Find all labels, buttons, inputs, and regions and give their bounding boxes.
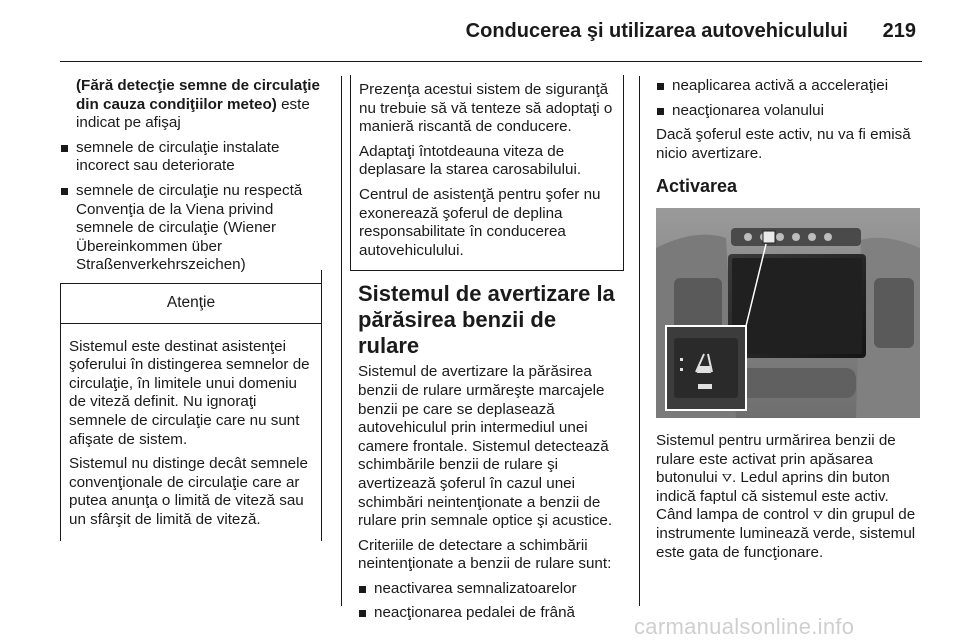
bullet-square-icon xyxy=(657,83,664,90)
activation-text: din grupul de instrumente luminează verde, sistemul este gata de funcţionare. xyxy=(656,506,916,561)
warning-heading: Atenţie xyxy=(61,284,321,324)
intro-text: este indicat pe afişaj xyxy=(76,95,310,132)
warning-box-right-border xyxy=(321,270,322,528)
column-divider-right xyxy=(639,76,640,606)
activation-paragraph xyxy=(656,432,924,562)
watermark: carmanualsonline.info xyxy=(634,614,855,639)
list-item xyxy=(656,102,924,121)
list-item xyxy=(60,139,322,176)
list-item xyxy=(60,182,322,275)
list-item-text: neacţionarea pedalei de frână xyxy=(374,604,575,622)
note-paragraph: Adaptaţi întotdeauna viteza de deplasare la starea carosabilului. xyxy=(359,142,582,179)
warning-paragraph: Sistemul este destinat asistenţei şoferului în distingerea semnelor de circulaţie, în limitele unui domeniu de viteză definit. Nu ignoraţi semnele de circulaţie care nu sunt afişate de sistem. xyxy=(69,337,310,448)
body-paragraph: Criteriile de detectare a schimbării neintenţionate a benzii de rulare sunt: xyxy=(358,536,612,573)
note-box xyxy=(350,75,624,271)
warning-box xyxy=(60,283,322,542)
header-rule xyxy=(60,61,922,62)
activation-text: Sistemul pentru urmărirea benzii de rulare este activat prin apăsarea butonului xyxy=(656,431,896,487)
note-paragraph: Prezenţa acestui sistem de siguranţă nu trebuie să vă tenteze să adoptaţi o manieră riscantă de conducere. xyxy=(359,81,613,136)
lane-assist-icon: ⛛ xyxy=(813,508,824,523)
list-item-text: semnele de circulaţie instalate incorect sau deteriorate xyxy=(76,138,280,175)
section-title: Sistemul de avertizare la părăsirea benzii de rulare xyxy=(358,281,615,359)
page-number: 219 xyxy=(882,20,916,42)
list-item-text: neactivarea semnalizatoarelor xyxy=(374,579,577,597)
list-item xyxy=(358,580,622,599)
column-1 xyxy=(60,77,322,541)
list-item-text: neaplicarea activă a acceleraţiei xyxy=(672,77,889,94)
intro-bold-text: (Fără detecţie semne de circulaţie din cauza condiţiilor meteo) xyxy=(76,77,320,113)
column-3 xyxy=(656,77,924,568)
list-item xyxy=(656,77,924,96)
list-item-text: semnele de circulaţie nu respectă Convenţia de la Viena privind semnele de circulaţie (Wiener Übereinkommen über Straßenverkehrszeichen) xyxy=(76,181,303,274)
chapter-title: Conducerea şi utilizarea autovehiculului xyxy=(465,20,848,42)
list-item-text: neacţionarea volanului xyxy=(672,101,824,119)
bullet-square-icon xyxy=(61,188,68,195)
activation-text: . Ledul aprins din buton indică faptul că sistemul este activ. Când lampa de control xyxy=(656,469,890,524)
list-item xyxy=(358,604,622,623)
note-paragraph: Centrul de asistenţă pentru şofer nu exonerează şoferul de deplina responsabilitate în conducerea autovehiculului. xyxy=(359,185,601,259)
bullet-square-icon xyxy=(61,145,68,152)
page-header xyxy=(0,0,960,62)
warning-body xyxy=(61,324,321,542)
body-paragraph: Sistemul de avertizare la părăsirea benzii de rulare urmăreşte marcajele benzii pe care se deplasează autovehiculul prin intermediul unei camere frontale. Sistemul detectează schimbările benzii de rulare şi avertizează şoferul în cazul unei schimbări neintenţionate a benzii de rulare prin semnale optice şi acustice. xyxy=(358,363,613,530)
bullet-square-icon xyxy=(359,586,366,593)
column-divider-left xyxy=(341,76,342,606)
intro-paragraph xyxy=(60,77,322,133)
bullet-square-icon xyxy=(657,108,664,115)
body-paragraph: Dacă şoferul este activ, nu va fi emisă nicio avertizare. xyxy=(656,126,911,162)
dashboard-photo xyxy=(656,208,920,418)
column-2 xyxy=(358,77,622,629)
bullet-square-icon xyxy=(359,610,366,617)
dashboard-illustration xyxy=(656,208,920,418)
warning-paragraph: Sistemul nu distinge decât semnele convenţionale de circulaţie care ar putea anunţa o limită de viteză sau un sfârşit de limită de viteză. xyxy=(69,455,308,528)
lane-assist-icon: ⛛ xyxy=(721,471,732,486)
subsection-title: Activarea xyxy=(656,176,738,197)
